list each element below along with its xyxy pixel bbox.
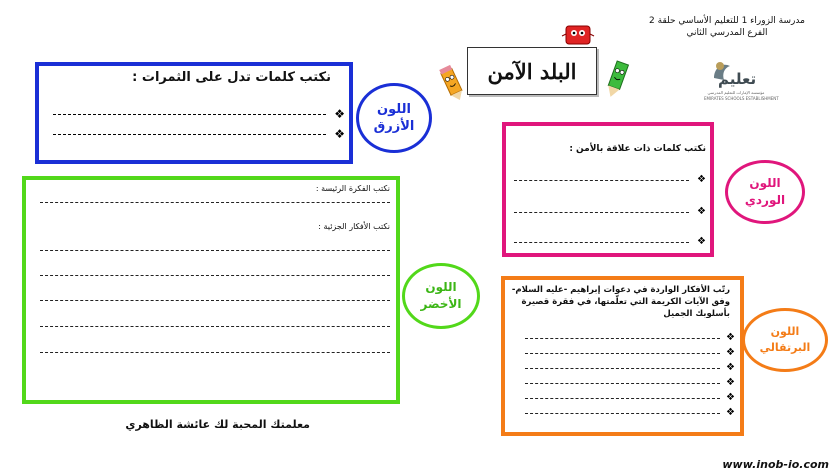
orange-box <box>501 276 744 436</box>
pink-oval-label <box>725 160 805 224</box>
green-box <box>22 176 400 404</box>
answer-line[interactable] <box>40 352 390 353</box>
pink-box <box>502 122 714 257</box>
answer-line[interactable] <box>40 300 390 301</box>
blue-oval-text: اللون الأزرق <box>373 102 415 134</box>
pink-oval-text: اللون الوردي <box>744 176 786 207</box>
green-oval-label <box>402 263 480 329</box>
bullet-diamond-icon: ❖ <box>697 206 706 217</box>
answer-line[interactable] <box>514 174 706 186</box>
answer-line[interactable] <box>525 392 735 404</box>
orange-oval-text: اللون البرتقالي <box>759 325 811 354</box>
school-line-1: مدرسة الزوراء 1 للتعليم الأساسي حلقة 2 <box>649 16 805 26</box>
left-pencil-icon <box>434 60 468 106</box>
school-name <box>627 15 827 39</box>
logo-word: تعليم <box>718 70 757 88</box>
prompt-line-1: رتّب الأفكار الواردة في دعوات إبراهيم -عليه السلام- <box>511 285 730 295</box>
blue-oval-label <box>356 83 432 153</box>
prompt-line-3: بأسلوبك الجميل <box>663 309 730 319</box>
main-idea-label: نكتب الفكرة الرئيسة : <box>315 184 390 193</box>
bullet-diamond-icon: ❖ <box>697 236 706 247</box>
logo-sub-en: EMIRATES SCHOOLS ESTABLISHMENT <box>704 96 779 101</box>
blue-box <box>35 62 353 164</box>
sub-ideas-label: نكتب الأفكار الجزئية : <box>318 222 390 231</box>
answer-line[interactable] <box>525 362 735 374</box>
bullet-diamond-icon: ❖ <box>726 377 735 388</box>
page-title: البلد الآمن <box>487 58 577 84</box>
bullet-diamond-icon: ❖ <box>726 332 735 343</box>
answer-line[interactable] <box>53 128 345 140</box>
answer-line[interactable] <box>525 347 735 359</box>
answer-line[interactable] <box>514 236 706 248</box>
blue-box-prompt: نكتب كلمات تدل على الثمرات : <box>132 70 331 85</box>
right-pencil-icon <box>598 56 636 106</box>
answer-line[interactable] <box>525 407 735 419</box>
ministry-logo <box>700 58 779 106</box>
orange-box-prompt <box>510 284 730 320</box>
bullet-diamond-icon: ❖ <box>726 407 735 418</box>
bullet-diamond-icon: ❖ <box>334 107 345 121</box>
bullet-diamond-icon: ❖ <box>334 127 345 141</box>
answer-line[interactable] <box>40 275 390 276</box>
teacher-signature: معلمتك المحبة لك عائشة الظاهري <box>125 418 310 431</box>
logo-sub-ar: مؤسسة الإمارات للتعليم المدرسي <box>707 90 765 95</box>
answer-line[interactable] <box>40 202 390 203</box>
green-oval-text: اللون الأخضر <box>420 280 462 311</box>
answer-line[interactable] <box>40 250 390 251</box>
answer-line[interactable] <box>525 332 735 344</box>
answer-line[interactable] <box>40 326 390 327</box>
page-title-box <box>467 47 597 95</box>
bullet-diamond-icon: ❖ <box>697 174 706 185</box>
answer-line[interactable] <box>514 206 706 218</box>
bullet-diamond-icon: ❖ <box>726 362 735 373</box>
prompt-line-2: وفق الآيات الكريمة التي تعلّمتها، في فقرة قصيرة <box>521 297 730 307</box>
bullet-diamond-icon: ❖ <box>726 392 735 403</box>
pink-box-prompt: نكتب كلمات ذات علاقة بالأمن : <box>569 144 706 154</box>
website-link[interactable]: www.inob-io.com <box>722 458 829 471</box>
school-line-2: الفرع المدرسي الثاني <box>686 28 768 38</box>
bullet-diamond-icon: ❖ <box>726 347 735 358</box>
answer-line[interactable] <box>525 377 735 389</box>
answer-line[interactable] <box>53 108 345 120</box>
orange-oval-label <box>742 308 828 372</box>
